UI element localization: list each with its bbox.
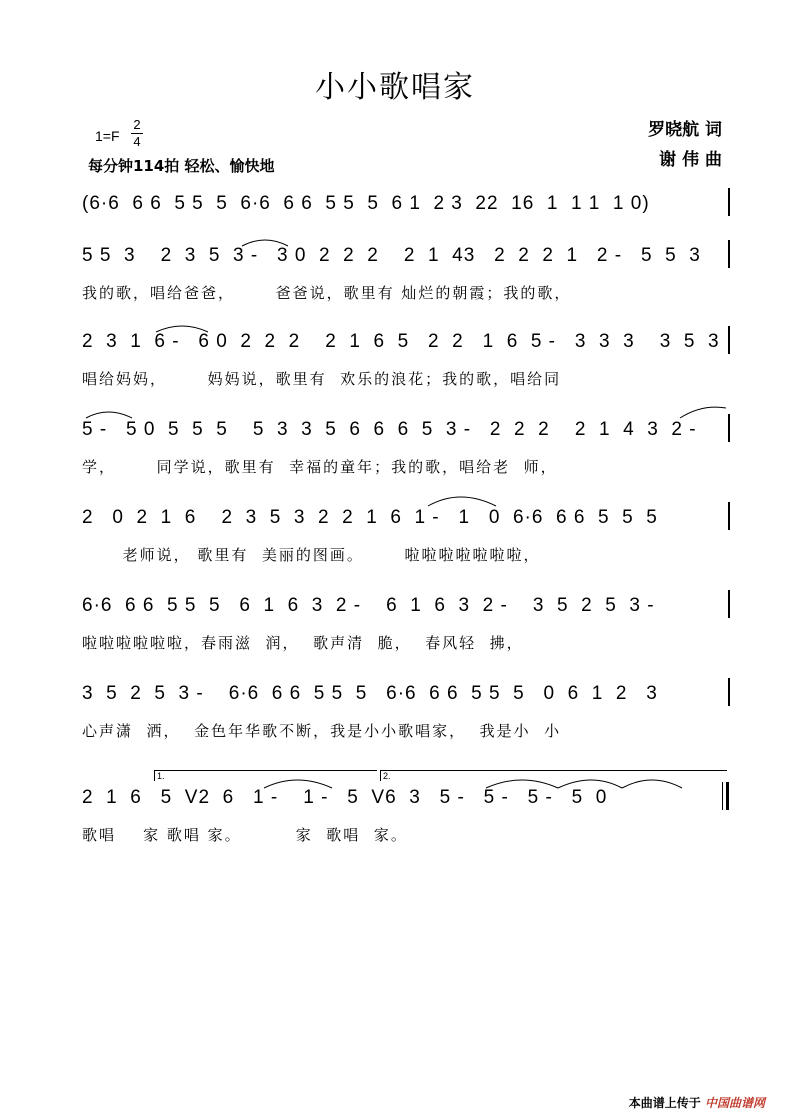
system-notes: 2 0 2 1 6 2 3 5 3 2 2 1 6 1 - 1 0 6·6 6 6 5 5 5	[82, 507, 658, 528]
system-notes: 5 5 3 2 3 5 3 - 3 0 2 2 2 2 1 43 2 2 2 1 2 - 5 5 3	[82, 245, 701, 266]
barline	[728, 414, 730, 442]
tie-marks	[82, 502, 730, 542]
time-signature-top: 2	[133, 117, 141, 132]
system-notes: 2 1 6 5 V2 6 1 - 1 - 5 V6 3 5 - 5 - 5 - 5 0	[82, 787, 608, 808]
song-title: 小小歌唱家	[315, 70, 475, 105]
system-notes: 2 3 1 6 - 6 0 2 2 2 2 1 6 5 2 2 1 6 5 - 3 3 3 3 5 3	[82, 331, 720, 352]
system-notes: 3 5 2 5 3 - 6·6 6 6 5 5 5 6·6 6 6 5 5 5 0 6 1 2 3	[82, 683, 658, 704]
barline	[728, 240, 730, 268]
barline	[728, 678, 730, 706]
barline	[728, 590, 730, 618]
system-lyrics: 心声潇 洒， 金色年华歌不断，我是小小歌唱家， 我是小 小	[82, 722, 562, 740]
site-logo[interactable]: 中国曲谱网	[704, 1096, 765, 1110]
volta-2: 2.	[380, 770, 727, 781]
barline	[728, 502, 730, 530]
system-lyrics: 老师说， 歌里有 美丽的图画。 啦啦啦啦啦啦啦，	[82, 546, 541, 564]
system-lyrics: 唱给妈妈， 妈妈说，歌里有 欢乐的浪花；我的歌，唱给同	[82, 370, 562, 388]
tie-marks	[82, 782, 730, 822]
system-lyrics: 啦啦啦啦啦啦，春雨滋 润， 歌声清 脆， 春风轻 拂，	[82, 634, 524, 652]
tie-marks	[82, 326, 730, 366]
volta-1: 1.	[154, 770, 377, 781]
tie-marks	[82, 240, 730, 280]
key-signature: 1=F	[95, 128, 120, 144]
tie-marks	[82, 414, 730, 454]
final-barline-thick	[726, 782, 729, 810]
composer-credit: 谢 伟 曲	[659, 150, 722, 170]
system-notes: 6·6 6 6 5 5 5 6 1 6 3 2 - 6 1 6 3 2 - 3 5 2 5 3 -	[82, 595, 655, 616]
system-lyrics: 我的歌，唱给爸爸， 爸爸说，歌里有 灿烂的朝霞；我的歌，	[82, 284, 572, 302]
barline	[728, 188, 730, 216]
system-lyrics: 歌唱 家 歌唱 家。 家 歌唱 家。	[82, 826, 408, 844]
system-notes: 5 - 5 0 5 5 5 5 3 3 5 6 6 6 5 3 - 2 2 2 2 1 4 3 2 -	[82, 419, 697, 440]
upload-credit	[629, 1094, 765, 1111]
barline	[728, 326, 730, 354]
time-signature	[131, 117, 143, 150]
upload-credit-text: 本曲谱上传于	[628, 1096, 701, 1110]
time-signature-bottom: 4	[131, 133, 143, 150]
final-barline-thin	[722, 782, 723, 810]
tempo-marking: 每分钟114拍 轻松、愉快地	[88, 157, 275, 175]
system-lyrics: 学， 同学说，歌里有 幸福的童年；我的歌，唱给老 师，	[82, 458, 558, 476]
system-notes: (6·6 6 6 5 5 5 6·6 6 6 5 5 5 6 1 2 3 22 16 1 1 1 1 0)	[82, 193, 650, 214]
lyricist-credit: 罗晓航 词	[648, 120, 722, 140]
